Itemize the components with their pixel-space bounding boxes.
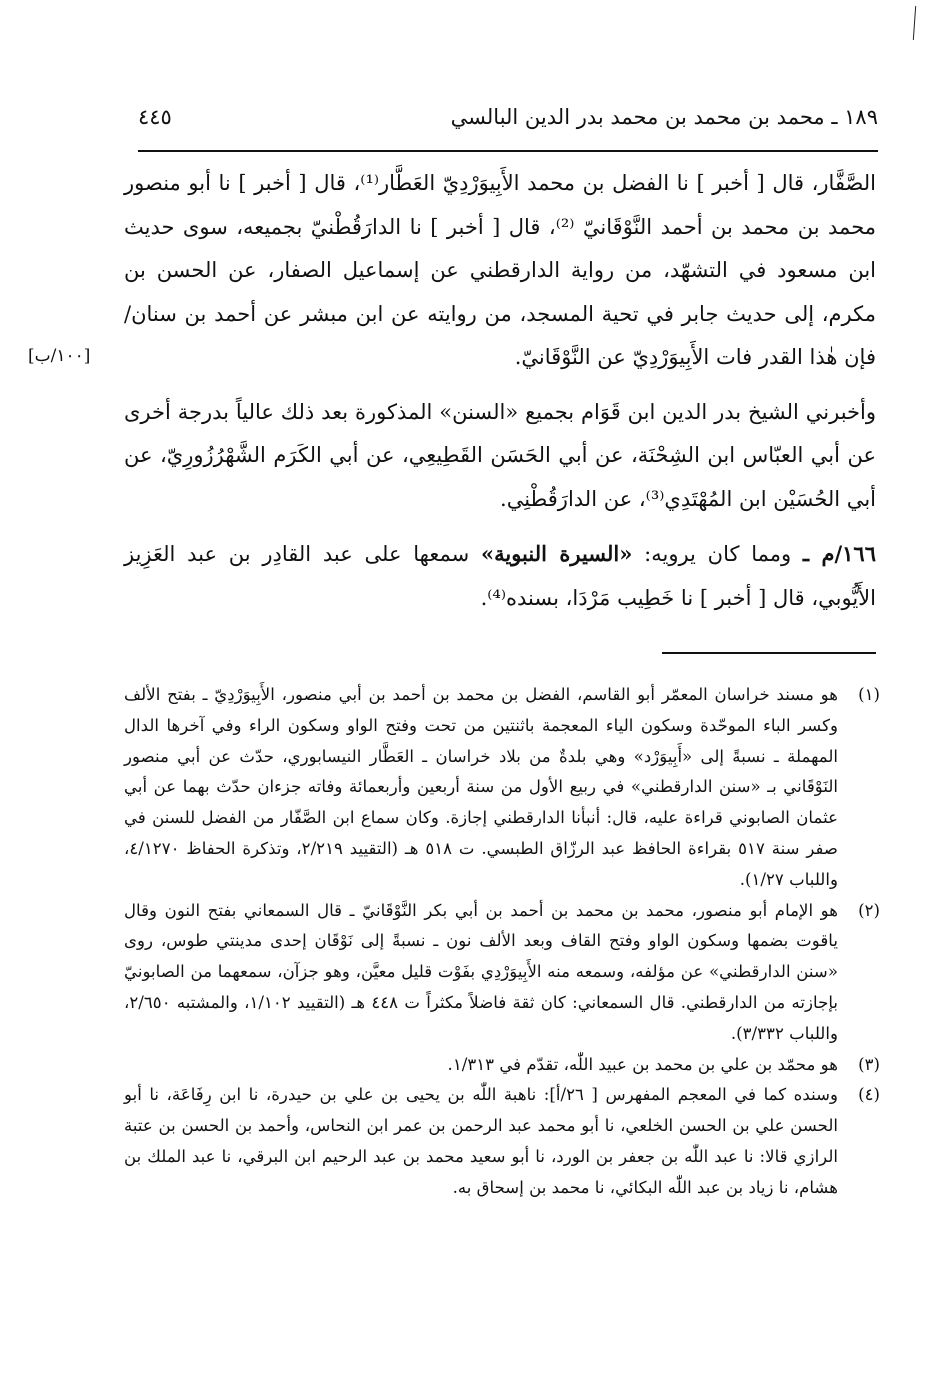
footnote-number: (٣) <box>858 1054 880 1074</box>
header-rule <box>138 150 878 152</box>
main-text <box>124 162 876 620</box>
footnote-text: هو مسند خراسان المعمّر أبو القاسم، الفضل بن محمد بن أحمد بن أبي منصور، الأَبِيوَرْدِيّ ـ بفتح الألف وكسر الباء الموحّدة وسكون الياء المعجمة باثنتين من تحت وفتح الواو وسكون الراء وفي آخرها الدال المهملة ـ نسبةً إلى «أَبِيوَرْد» وهي بلدةٌ من بلاد خراسان ـ العَطَّار النيسابوري، حدّث عن أبي منصور النَوْقَاني بـ «سنن الدارقطني» في ربيع الأول من سنة أربعين وأربعمائة وفاته جزءان حدّث بهما عن أبي عثمان الصابوني قراءة عليه، قال: أنبأنا الدارقطني إجازة. وكان سماع ابن الصَّفّار من الفضل للسنن في صفر سنة ٥١٧ بقراءة الحافظ عبد الرزّاق الطبسي. ت ٥١٨ هـ (التقييد ٢/٢١٩، وتذكرة الحفاظ ٤/١٢٧٠، واللباب ١/٢٧). <box>124 685 839 889</box>
footnotes <box>124 680 880 1204</box>
footnote-3 <box>124 1050 880 1081</box>
footnote-text: وسنده كما في المعجم المفهرس [ ٢٦/أ]: ناهبة اللّٰه بن يحيى بن علي بن حيدرة، نا ابن رِفَاعَة، نا أبو الحسن علي بن الحسن الخلعي، نا أبو محمد عبد الرحمن بن عمر ابن النحاس، وأحمد بن الحسن بن عتبة الرازي قالا: نا عبد اللّٰه بن جعفر بن الورد، نا أبو سعيد محمد بن عبد الرحيم ابن البرقي، نا عبد الملك بن هشام، نا زياد بن عبد اللّٰه البكائي، نا محمد بن إسحاق به. <box>124 1085 838 1197</box>
folio-marker: [١٠٠/ب] <box>28 346 91 366</box>
footnote-number: (١) <box>858 685 880 704</box>
footnote-text: هو محمّد بن علي بن محمد بن عبيد اللّٰه، تقدّم في ١/٣١٣. <box>447 1054 838 1074</box>
footnote-2 <box>124 896 880 1050</box>
footnote-number: (٢) <box>858 900 880 920</box>
entry-rest: سمعها على عبد القادِر بن عبد العَزِيز الأَيُّوبي، قال [ أخبر ] نا خَطِيب مَرْدَا، بسنده⁽⁴⁾. <box>124 542 876 610</box>
footnotes-rule <box>662 652 876 654</box>
footnote-text: هو الإمام أبو منصور، محمد بن محمد بن أحمد بن أبي بكر النَّوْقَانيّ ـ قال السمعاني بفتح النون وقال ياقوت بضمها وسكون الواو وفتح القاف وبعد الألف نون ـ نسبةً إلى نَوْقَان إحدى مدينتي طوس، روى «سنن الدارقطني» عن مؤلفه، وسمعه منه الأَبِيوَرْدِي بفَوْت قليل معيَّن، وهو جزآن، سمعهما من الصابونيّ بإجازته من الدارقطني. قال السمعاني: كان ثقة فاضلاً مكثراً ت ٤٤٨ هـ (التقييد ١/١٠٢، والمشتبه ٢/٦٥٠، واللباب ٣/٣٣٢). <box>124 900 839 1043</box>
margin-pencil-mark <box>913 6 916 40</box>
footnote-4 <box>124 1080 880 1203</box>
running-head: ١٨٩ ـ محمد بن محمد بن محمد بدر الدين البالسي <box>450 105 878 129</box>
main-paragraph-2: وأخبرني الشيخ بدر الدين ابن قَوَام بجميع «السنن» المذكورة بعد ذلك عالياً بدرجة أخرى عن أبي العبّاس ابن الشِحْنَة، عن أبي الحَسَن القَطِيعِي، عن أبي الكَرَم الشَّهْرُزُورِيّ، عن أبي الحُسَيْن ابن المُهْتَدِي⁽³⁾، عن الدارَقُطْنِي. <box>124 399 876 511</box>
page-number: ٤٤٥ <box>138 105 172 129</box>
entry-intro: ومما كان يرويه: <box>632 542 803 566</box>
main-paragraph-1: الصَّفَّار، قال [ أخبر ] نا الفضل بن محمد الأَبِيوَرْدِيّ العَطَّار⁽¹⁾، قال [ أخبر ] نا أبو منصور محمد بن محمد بن أحمد النَّوْقَانيّ ⁽²⁾، قال [ أخبر ] نا الدارَقُطْنيّ بجميعه، سوى حديث ابن مسعود في التشهّد، من رواية الدارقطني عن إسماعيل الصفار، عن الحسن بن مكرم، إلى حديث جابر في تحية المسجد، من روايته عن ابن مبشر عن أحمد بن سنان/ فإن هٰذا القدر فات الأَبِيوَرْدِيّ عن النَّوْقَانيّ. <box>124 171 877 369</box>
footnote-1 <box>124 680 880 896</box>
entry-title: «السيرة النبوية» <box>480 541 633 566</box>
page-header <box>138 100 878 140</box>
footnote-number: (٤) <box>858 1085 880 1105</box>
entry-166-paragraph <box>124 532 876 620</box>
entry-number: ١٦٦/م ـ <box>802 541 876 566</box>
